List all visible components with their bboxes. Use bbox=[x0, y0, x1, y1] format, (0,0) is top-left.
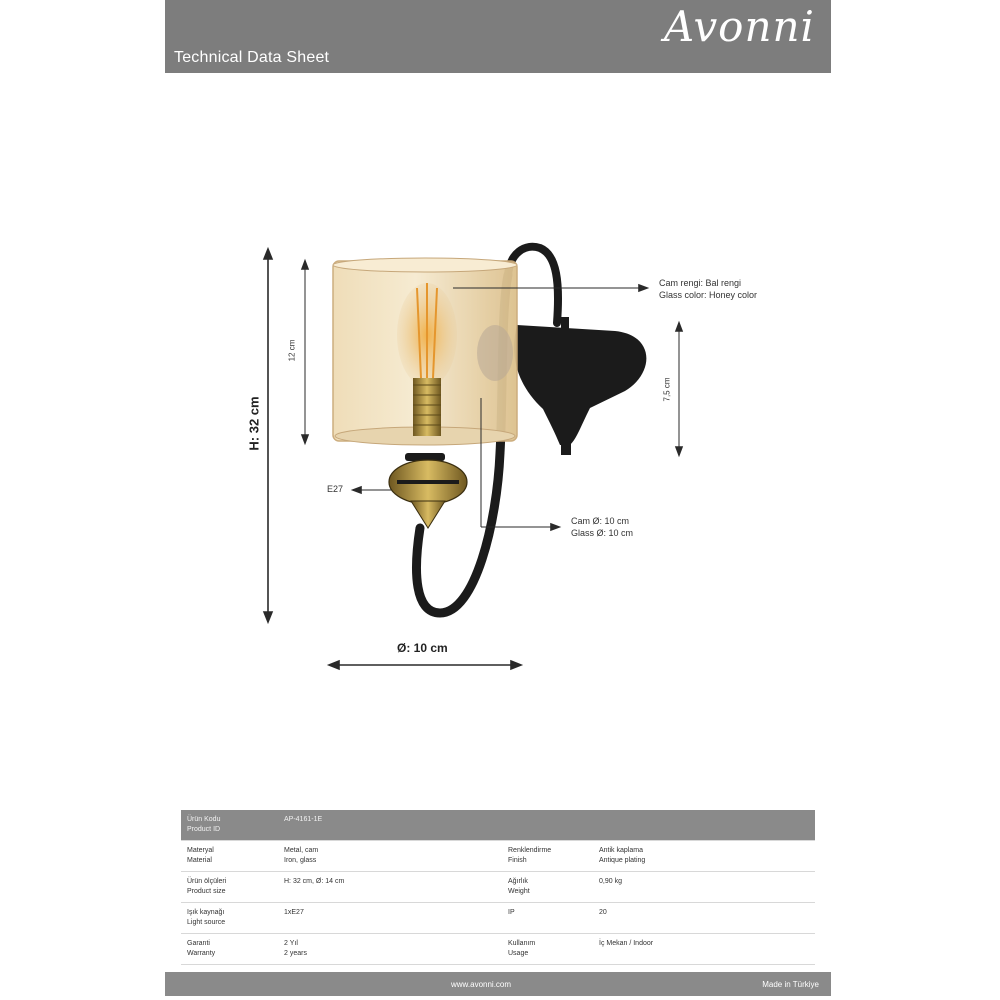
table-row: Materyal Material Metal, cam Iron, glass Renklendirme Finish Antik kaplama Antique plating bbox=[181, 841, 815, 872]
page-title: Technical Data Sheet bbox=[174, 49, 330, 66]
glass-color-label: Cam rengi: Bal rengi Glass color: Honey color bbox=[659, 278, 758, 300]
footer-bar bbox=[165, 972, 831, 996]
table-row: Ürün ölçüleri Product size H: 32 cm, Ø: 14 cm Ağırlık Weight 0,90 kg bbox=[181, 872, 815, 903]
table-row: Garanti Warranty 2 Yıl 2 years Kullanım Usage İç Mekan / Indoor bbox=[181, 934, 815, 965]
glass-height-label: 12 cm bbox=[287, 339, 297, 362]
product-id-value: AP-4161-1E bbox=[284, 816, 323, 823]
header-bar bbox=[165, 0, 831, 73]
footer-origin: Made in Türkiye bbox=[762, 980, 819, 989]
base-height-label: 7,5 cm bbox=[662, 377, 672, 402]
footer-website[interactable]: www.avonni.com bbox=[451, 980, 512, 989]
glass-diameter-label: Cam Ø: 10 cm Glass Ø: 10 cm bbox=[571, 516, 634, 538]
product-drawing bbox=[165, 73, 831, 808]
data-sheet bbox=[165, 0, 831, 1000]
socket-label: E27 bbox=[327, 484, 344, 494]
height-total-label: H: 32 cm bbox=[246, 396, 262, 451]
brass-ornament bbox=[389, 453, 467, 528]
wall-mount bbox=[514, 317, 646, 455]
spec-table bbox=[181, 810, 815, 965]
table-row: Işık kaynağı Light source 1xE27 IP 20 bbox=[181, 903, 815, 934]
spec-table-header: Ürün Kodu Product ID AP-4161-1E bbox=[181, 810, 815, 841]
lamp-illustration bbox=[165, 73, 831, 808]
diameter-label: Ø: 10 cm bbox=[397, 641, 448, 655]
brand-logo: Avonni bbox=[663, 2, 815, 51]
